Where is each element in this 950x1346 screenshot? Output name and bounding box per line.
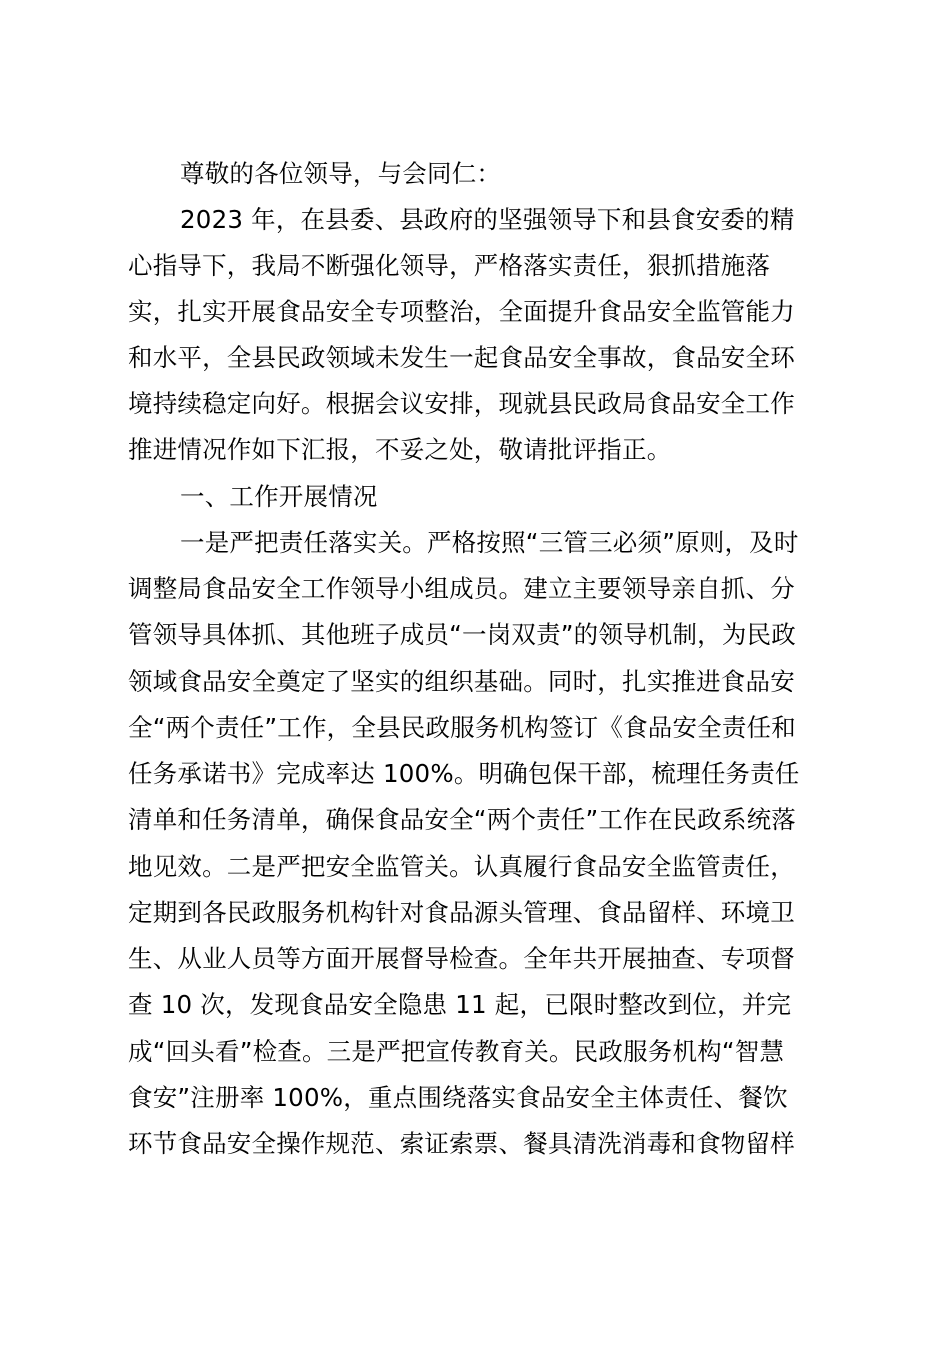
body-line: 环节食品安全操作规范、索证索票、餐具清洗消毒和食物留样 <box>128 1129 795 1158</box>
body-line: 定期到各民政服务机构针对食品源头管理、食品留样、环境卫 <box>128 898 795 927</box>
body-line: 管领导具体抓、其他班子成员“一岗双责”的领导机制，为民政 <box>128 620 796 649</box>
intro-line: 推进情况作如下汇报，不妥之处，敬请批评指正。 <box>128 435 672 464</box>
body-line: 一是严把责任落实关。严格按照“三管三必须”原则，及时 <box>180 528 799 557</box>
body-line: 领域食品安全奠定了坚实的组织基础。同时，扎实推进食品安 <box>128 667 795 696</box>
intro-line: 实，扎实开展食品安全专项整治，全面提升食品安全监管能力 <box>128 297 795 326</box>
salutation: 尊敬的各位领导，与会同仁： <box>180 159 502 188</box>
intro-line: 和水平，全县民政领域未发生一起食品安全事故，食品安全环 <box>128 343 795 372</box>
body-line: 任务承诺书》完成率达 100%。明确包保干部，梳理任务责任 <box>128 759 800 788</box>
intro-line: 境持续稳定向好。根据会议安排，现就县民政局食品安全工作 <box>128 389 795 418</box>
body-line: 查 10 次，发现食品安全隐患 11 起，已限时整改到位，并完 <box>128 990 792 1019</box>
body-line: 清单和任务清单，确保食品安全“两个责任”工作在民政系统落 <box>128 805 796 834</box>
intro-line: 2023 年，在县委、县政府的坚强领导下和县食安委的精 <box>180 205 795 234</box>
section-heading: 一、工作开展情况 <box>180 482 378 511</box>
body-line: 地见效。二是严把安全监管关。认真履行食品安全监管责任， <box>128 852 795 881</box>
body-line: 全“两个责任”工作，全县民政服务机构签订《食品安全责任和 <box>128 713 796 742</box>
body-line: 食安”注册率 100%，重点围绕落实食品安全主体责任、餐饮 <box>128 1083 788 1112</box>
intro-line: 心指导下，我局不断强化领导，严格落实责任，狠抓措施落 <box>128 251 771 280</box>
body-line: 成“回头看”检查。三是严把宣传教育关。民政服务机构“智慧 <box>128 1037 785 1066</box>
body-line: 调整局食品安全工作领导小组成员。建立主要领导亲自抓、分 <box>128 574 795 603</box>
body-line: 生、从业人员等方面开展督导检查。全年共开展抽查、专项督 <box>128 944 795 973</box>
